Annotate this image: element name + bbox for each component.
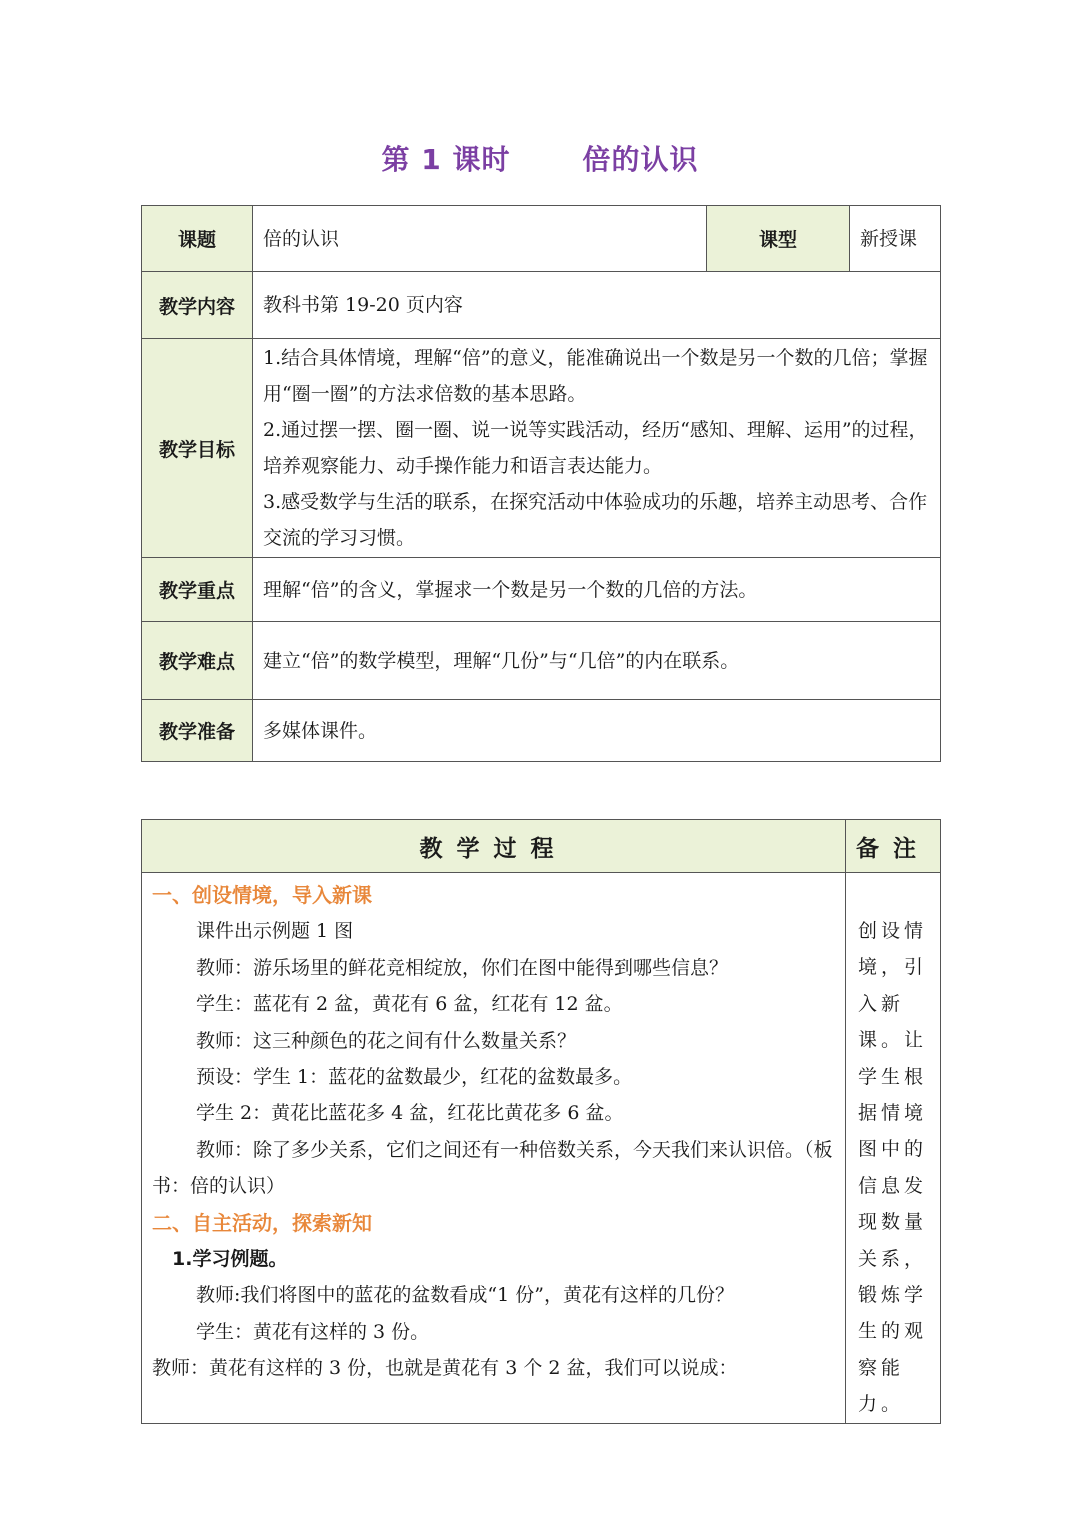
- type-value: 新授课: [850, 206, 941, 272]
- process-content: [142, 873, 846, 1424]
- process-line: 教师：游乐场里的鲜花竞相绽放，你们在图中能得到哪些信息？: [196, 956, 729, 979]
- teaching-process-table: [141, 819, 941, 1424]
- topic-value: 倍的认识: [253, 206, 707, 272]
- process-line: 预设：学生 1：蓝花的盆数最少，红花的盆数最多。: [196, 1066, 633, 1089]
- topic-row: [142, 206, 941, 272]
- goal-item: 3.感受数学与生活的联系，在探究活动中体验成功的乐趣，培养主动思考、合作交流的学习习惯。: [263, 491, 928, 549]
- type-label: 课型: [707, 206, 850, 272]
- subsection-heading: 1.学习例题。: [172, 1248, 288, 1271]
- process-line: 教师：除了多少关系，它们之间还有一种倍数关系，今天我们来认识倍。（板书：倍的认识）: [152, 1138, 833, 1198]
- lesson-number: 第 1 课时: [381, 143, 511, 176]
- process-line: 教师：这三种颜色的花之间有什么数量关系？: [196, 1029, 577, 1052]
- process-line: 学生 2：黄花比蓝花多 4 盆，红花比黄花多 6 盆。: [196, 1102, 624, 1125]
- notes-cell: [846, 873, 941, 1424]
- process-header: 教学过程: [142, 820, 846, 873]
- content-label: 教学内容: [142, 272, 253, 339]
- focus-row: [142, 558, 941, 622]
- section-heading: 一、创设情境，导入新课: [152, 883, 372, 907]
- content-row: [142, 272, 941, 339]
- prep-label: 教学准备: [142, 700, 253, 762]
- focus-label: 教学重点: [142, 558, 253, 622]
- page-title: [0, 138, 1080, 178]
- goal-item: 2.通过摆一摆、圈一圈、说一说等实践活动，经历“感知、理解、运用”的过程，培养观察能力、动手操作能力和语言表达能力。: [263, 419, 928, 477]
- prep-value: 多媒体课件。: [253, 700, 941, 762]
- prep-row: [142, 700, 941, 762]
- goals-label: 教学目标: [142, 339, 253, 558]
- difficulty-value: 建立“倍”的数学模型，理解“几份”与“几倍”的内在联系。: [253, 622, 941, 700]
- process-line: 学生：蓝花有 2 盆，黄花有 6 盆，红花有 12 盆。: [196, 993, 623, 1016]
- section-heading: 二、自主活动，探索新知: [152, 1210, 372, 1235]
- note-text: 创设情境，引入新课。让学生根据情境图中的信息发现数量关系，锻炼学生的观察能力。: [858, 920, 928, 1416]
- process-line: 课件出示例题 1 图: [196, 920, 354, 943]
- difficulty-label: 教学难点: [142, 622, 253, 700]
- topic-label: 课题: [142, 206, 253, 272]
- process-line: 教师:我们将图中的蓝花的盆数看成“1 份”，黄花有这样的几份？: [196, 1284, 734, 1307]
- goal-item: 1.结合具体情境，理解“倍”的意义，能准确说出一个数是另一个数的几倍；掌握用“圈一圈”的方法求倍数的基本思路。: [263, 347, 928, 405]
- difficulty-row: [142, 622, 941, 700]
- notes-header: 备注: [846, 820, 941, 873]
- process-line: 学生：黄花有这样的 3 份。: [196, 1320, 430, 1343]
- lesson-title: 倍的认识: [582, 143, 699, 176]
- content-value: 教科书第 19-20 页内容: [253, 272, 941, 339]
- process-line: 教师：黄花有这样的 3 份，也就是黄花有 3 个 2 盆，我们可以说成：: [152, 1357, 738, 1380]
- goals-row: [142, 339, 941, 558]
- lesson-info-table: [141, 205, 941, 762]
- process-body-row: [142, 873, 941, 1424]
- process-header-row: [142, 820, 941, 873]
- goals-value: [253, 339, 941, 558]
- focus-value: 理解“倍”的含义，掌握求一个数是另一个数的几倍的方法。: [253, 558, 941, 622]
